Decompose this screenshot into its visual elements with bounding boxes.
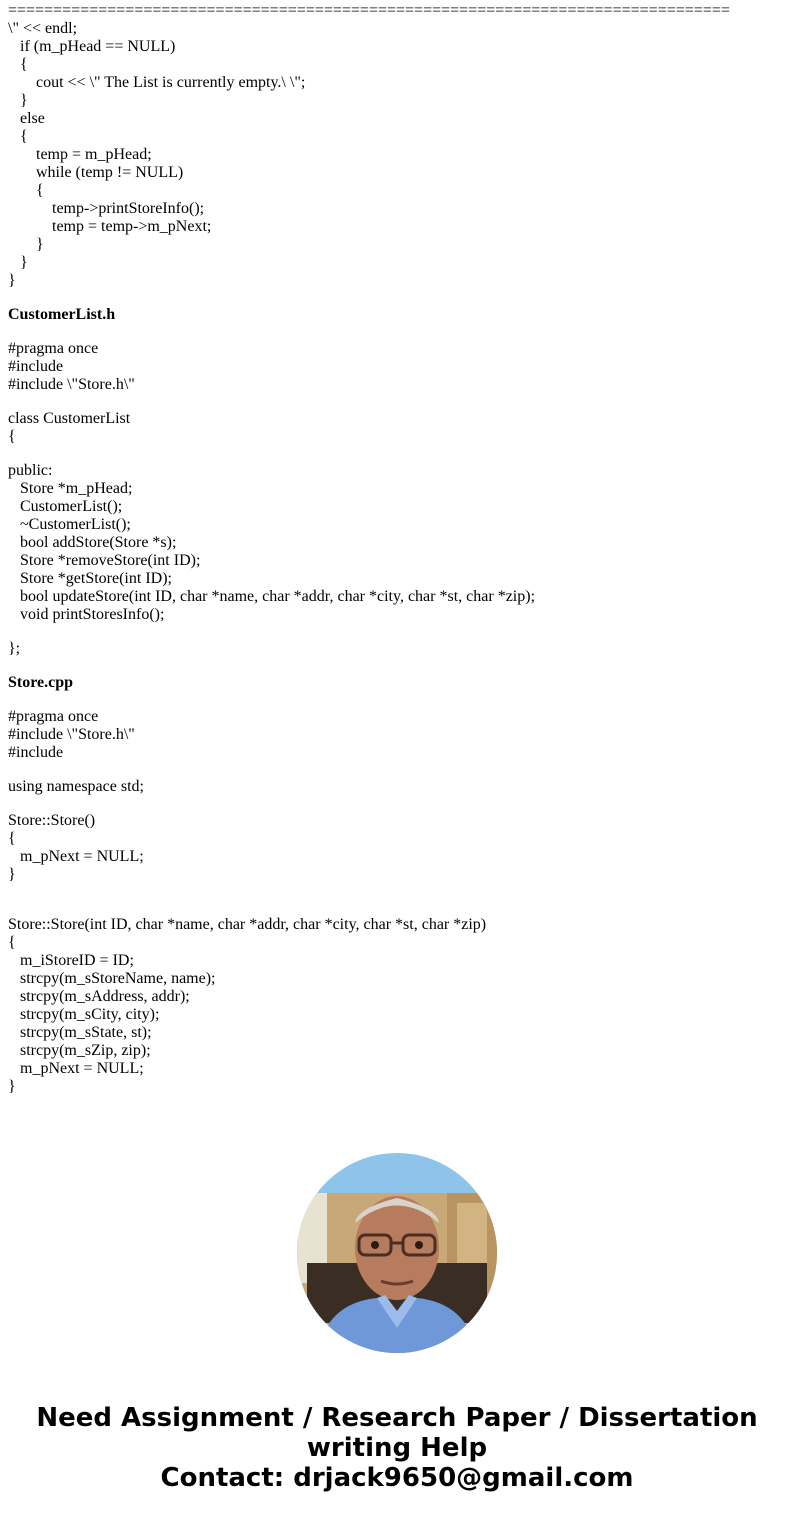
code-line: strcpy(m_sAddress, addr); (8, 988, 190, 1005)
code-line: Store *getStore(int ID); (8, 570, 172, 587)
code-line: else (8, 110, 45, 127)
blank-line (8, 884, 788, 900)
blank-line (8, 324, 788, 340)
blank-line (8, 692, 788, 708)
blank-line (8, 624, 788, 640)
code-line: ~CustomerList(); (8, 516, 131, 533)
blank-line (8, 796, 788, 812)
code-line: temp->printStoreInfo(); (8, 200, 205, 217)
code-line: CustomerList(); (8, 498, 123, 515)
code-line: { (8, 428, 16, 445)
code-line: while (temp != NULL) (8, 164, 184, 181)
code-line: } (8, 92, 28, 109)
code-line: m_pNext = NULL; (8, 1060, 144, 1077)
code-line: Store *removeStore(int ID); (8, 552, 201, 569)
code-line: { (8, 56, 28, 73)
author-avatar (297, 1153, 497, 1353)
code-line: m_iStoreID = ID; (8, 952, 134, 969)
code-line: m_pNext = NULL; (8, 848, 144, 865)
code-line: { (8, 128, 28, 145)
code-line: Store::Store() (8, 812, 96, 829)
contact-footer (0, 1403, 794, 1493)
footer-line-2: writing Help (306, 1433, 488, 1463)
code-line: } (8, 236, 44, 253)
code-line: class CustomerList (8, 410, 131, 427)
code-line: #pragma once (8, 708, 99, 725)
file-heading: CustomerList.h (8, 306, 116, 323)
code-line: temp = m_pHead; (8, 146, 152, 163)
code-line: Store::Store(int ID, char *name, char *addr, char *city, char *st, char *zip) (8, 916, 487, 933)
code-line: strcpy(m_sZip, zip); (8, 1042, 151, 1059)
code-line: strcpy(m_sStoreName, name); (8, 970, 216, 987)
code-line: strcpy(m_sState, st); (8, 1024, 152, 1041)
blank-line (8, 446, 788, 462)
footer-line-3: Contact: drjack9650@gmail.com (160, 1463, 634, 1493)
blank-line (8, 290, 788, 306)
file-heading: Store.cpp (8, 674, 74, 691)
code-line: #pragma once (8, 340, 99, 357)
code-line: #include (8, 358, 64, 375)
person-portrait-icon (297, 1153, 497, 1353)
blank-line (8, 900, 788, 916)
code-line: { (8, 182, 44, 199)
blank-line (8, 762, 788, 778)
code-line: bool addStore(Store *s); (8, 534, 177, 551)
code-line: #include \"Store.h\" (8, 376, 135, 393)
code-line: } (8, 1078, 16, 1095)
code-line: using namespace std; (8, 778, 144, 795)
code-line: \" << endl; (8, 20, 78, 37)
code-line: } (8, 254, 28, 271)
code-line: #include (8, 744, 64, 761)
code-line: void printStoresInfo(); (8, 606, 165, 623)
code-line: strcpy(m_sCity, city); (8, 1006, 160, 1023)
blank-line (8, 394, 788, 410)
blank-line (8, 658, 788, 674)
code-line: { (8, 934, 16, 951)
code-line: cout << \" The List is currently empty.\ \"; (8, 74, 306, 91)
code-line: Store *m_pHead; (8, 480, 133, 497)
code-line: }; (8, 640, 21, 657)
code-line: if (m_pHead == NULL) (8, 38, 176, 55)
footer-line-1: Need Assignment / Research Paper / Dissertation (36, 1403, 758, 1433)
code-line: } (8, 866, 16, 883)
code-line: temp = temp->m_pNext; (8, 218, 212, 235)
document-body (8, 2, 788, 1096)
separator-rule: ================================================================================ (8, 2, 730, 19)
code-line: } (8, 272, 16, 289)
code-line: #include \"Store.h\" (8, 726, 135, 743)
code-line: bool updateStore(int ID, char *name, char *addr, char *city, char *st, char *zip); (8, 588, 536, 605)
code-line: { (8, 830, 16, 847)
code-line: public: (8, 462, 53, 479)
